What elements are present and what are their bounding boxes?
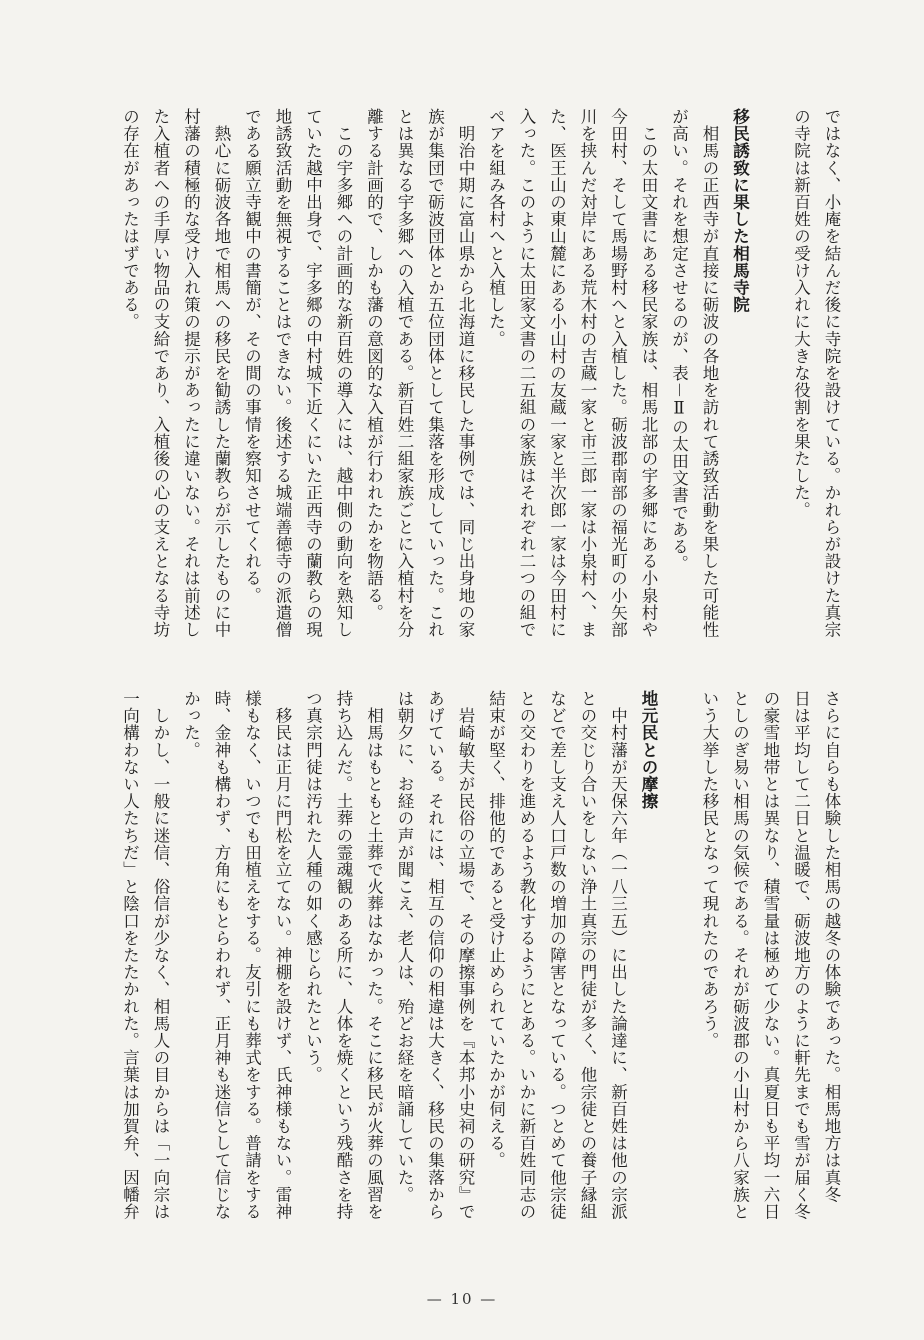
text-line: ではなく、小庵を結んだ後に寺院を設けている。かれらが設けた真宗 — [822, 108, 841, 639]
text-line: などで差し支え人口戸数の増加の障害となっている。つとめて他宗徒 — [547, 690, 567, 1221]
page-number: — 10 — — [426, 1290, 498, 1308]
lower-text-block — [114, 690, 846, 1250]
text-line: とは異なる宇多郷への入植である。新百姓二組家族ごとに入植村を分 — [395, 108, 414, 639]
text-line: である願立寺観中の書簡が、その間の事情を察知させてくれる。 — [242, 108, 262, 604]
text-line: の寺院は新百姓の受け入れに大きな役割を果たした。 — [791, 108, 811, 519]
text-line: 川を挟んだ対岸にある荒木村の吉蔵一家と市三郎一家は小泉村へ、ま — [578, 108, 597, 639]
text-line — [663, 690, 694, 1250]
text-line: 移民は正月に門松を立てない。神棚を設けず、氏神様もない。雷神 — [273, 690, 292, 1221]
text-line: 時、金神も構わず、方角にもとらわれず、正月神も迷信として信じな — [212, 690, 231, 1221]
text-line: 岩崎敏夫が民俗の立場で、その摩擦事例を『本邦小史祠の研究』で — [456, 690, 475, 1221]
text-line: 結束が堅く、排他的であると受け止められていたかが伺える。 — [486, 690, 506, 1169]
text-line: との交じり合いをしない浄土真宗の門徒が多く、他宗徒との養子縁組 — [578, 690, 597, 1221]
text-line — [755, 108, 786, 668]
section-heading: 移民誘致に果した相馬寺院 — [730, 108, 750, 314]
text-line: た、医王山の東山麓にある小山村の友蔵一家と半次郎一家は今田村に — [547, 108, 567, 639]
text-line: ペアを組み各村へと入植した。 — [486, 108, 506, 348]
text-line: が高い。それを想定させるのが、表－Ⅱの太田文書である。 — [669, 108, 689, 573]
text-line: この宇多郷への計画的な新百姓の導入には、越中側の動向を熟知し — [334, 108, 353, 639]
text-line: 村藩の積極的な受け入れ策の提示があったに違いない。それは前述し — [181, 108, 201, 639]
section-heading: 地元民との摩擦 — [639, 690, 658, 810]
text-line: の豪雪地帯とは異なり、積雪量は極めて少ない。真夏日も平均一六日 — [761, 690, 780, 1221]
text-line: 入った。このように太田家文書の二五組の家族はそれぞれ二つの組で — [517, 108, 536, 639]
text-line: 一向構わない人たちだ」と陰口をたたかれた。言葉は加賀弁、因幡弁 — [120, 690, 140, 1221]
text-line: かった。 — [181, 690, 201, 759]
text-line: 離する計画的で、しかも藩の意図的な入植が行われたかを物語る。 — [364, 108, 384, 621]
upper-text-block — [114, 108, 846, 668]
text-line: 持ち込んだ。土葬の霊魂観のある所に、人体を焼くという残酷さを持 — [334, 690, 353, 1221]
text-line: 今田村、そして馬場野村へと入植した。砺波郡南部の福光町の小矢部 — [608, 108, 628, 639]
text-line: ていた越中出身で、宇多郷の中村城下近くにいた正西寺の蘭教らの現 — [303, 108, 323, 639]
text-line: は朝夕に、お経の声が聞こえ、老人は、殆どお経を暗誦していた。 — [395, 690, 414, 1203]
text-line: さらに自らも体験した相馬の越冬の体験であった。相馬地方は真冬 — [822, 690, 841, 1203]
text-line: 熱心に砺波各地で相馬への移民を勧誘した蘭教らが示したものに中 — [212, 108, 231, 639]
text-line: 様もなく、いつでも田植えをする。友引にも葬式をする。普請をする — [242, 690, 262, 1221]
text-line: た入植者への手厚い物品の支給であり、入植後の心の支えとなる寺坊 — [151, 108, 170, 639]
text-line: 明治中期に富山県から北海道に移民した事例では、同じ出身地の家 — [456, 108, 475, 639]
text-line: 相馬はもともと土葬で火葬はなかった。そこに移民が火葬の風習を — [364, 690, 384, 1221]
text-line: しかし、一般に迷信、俗信が少なく、相馬人の目からは「一向宗は — [151, 690, 170, 1221]
text-line: 中村藩が天保六年（一八三五）に出した論達に、新百姓は他の宗派 — [608, 690, 628, 1221]
text-line: 日は平均して二日と温暖で、砺波地方のように軒先までも雪が届く冬 — [791, 690, 811, 1221]
text-line: としのぎ易い相馬の気候である。それが砺波郡の小山村から八家族と — [730, 690, 750, 1221]
text-line: この太田文書にある移民家族は、相馬北部の宇多郷にある小泉村や — [639, 108, 658, 639]
text-line: つ真宗門徒は汚れた人種の如く感じられたという。 — [303, 690, 323, 1084]
text-line: の存在があったはずである。 — [120, 108, 140, 331]
text-line: 相馬の正西寺が直接に砺波の各地を訪れて誘致活動を果した可能性 — [700, 108, 719, 639]
text-line: との交わりを進めるよう教化するようにとある。いかに新百姓同志の — [517, 690, 536, 1221]
text-line: いう大挙した移民となって現れたのであろう。 — [700, 690, 719, 1050]
text-line: 地誘致活動を無視することはできない。後述する城端善徳寺の派遣僧 — [273, 108, 292, 639]
text-line: 族が集団で砺波団体とか五位団体として集落を形成していった。これ — [425, 108, 445, 639]
text-line: あげている。それには、相互の信仰の相違は大きく、移民の集落から — [425, 690, 445, 1221]
